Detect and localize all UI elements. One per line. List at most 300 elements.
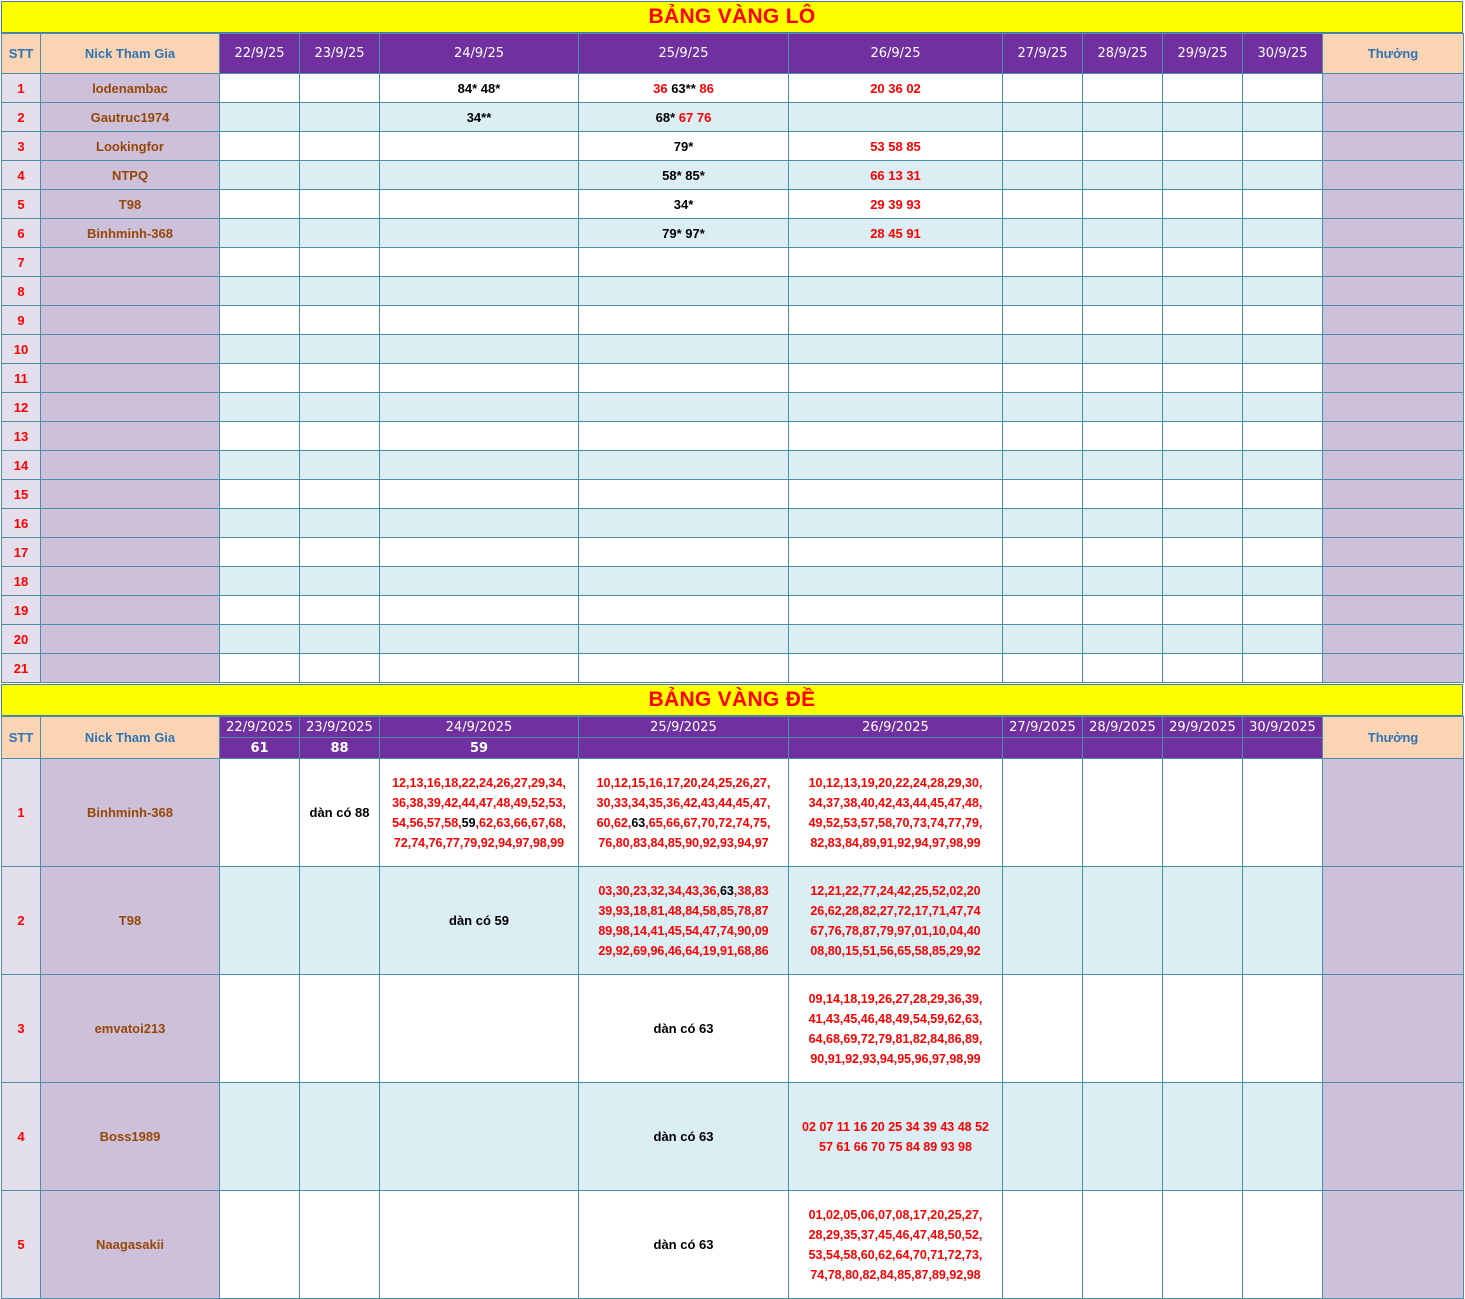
de-cell-28 [1083,867,1163,975]
lo-cell-23 [300,161,380,190]
reward-cell [1323,480,1464,509]
reward-cell [1323,306,1464,335]
de-cell-22 [220,867,300,975]
lo-cell-28 [1083,451,1163,480]
de-cell-26: 12,21,22,77,24,42,25,52,02,20 26,62,28,82,27,72,17,71,47,74 67,76,78,87,79,97,01,10,04,40 08,80,15,51,56,65,58,85,29,92 [789,867,1003,975]
lo-cell-26 [789,364,1003,393]
lo-cell-23 [300,219,380,248]
row-number: 15 [2,480,41,509]
lo-cell-27 [1003,596,1083,625]
reward-cell [1323,654,1464,683]
de-result [1083,738,1163,759]
lo-cell-29 [1163,364,1243,393]
de-cell-30 [1243,867,1323,975]
lo-cell-28 [1083,422,1163,451]
lo-cell-24 [380,277,579,306]
de-cell-23 [300,1191,380,1299]
lo-table-row [2,161,1464,190]
lo-cell-27 [1003,190,1083,219]
nick-name: Boss1989 [41,1083,220,1191]
de-number-list: ,38,83 39,93,18,81,48,84,58,85,78,87 89,98,14,41,45,54,47,74,90,09 29,92,69,96,46,64,19,91,68,86 [598,883,769,958]
lo-table-row [2,451,1464,480]
nick-name: Lookingfor [41,132,220,161]
lo-cell-24 [380,306,579,335]
lo-cell-27 [1003,422,1083,451]
lo-cell-26 [789,480,1003,509]
lo-cell-23 [300,451,380,480]
de-result: 61 [220,738,300,759]
row-number: 5 [2,1191,41,1299]
lo-cell-22 [220,277,300,306]
lo-cell-22 [220,596,300,625]
lo-cell-26 [789,306,1003,335]
lo-cell-26 [789,451,1003,480]
lo-cell-25 [579,451,789,480]
lo-cell-29 [1163,422,1243,451]
de-cell-30 [1243,759,1323,867]
lo-cell-26 [789,538,1003,567]
lo-cell-28 [1083,306,1163,335]
lo-cell-29 [1163,74,1243,103]
lo-cell-27 [1003,277,1083,306]
de-cell-30 [1243,1083,1323,1191]
lo-table-row [2,248,1464,277]
lo-cell-22 [220,132,300,161]
lo-cell-26 [789,509,1003,538]
reward-cell [1323,1083,1464,1191]
lo-cell-22 [220,190,300,219]
de-cell-29 [1163,759,1243,867]
lo-table-row [2,422,1464,451]
lo-cell-24 [380,190,579,219]
lo-cell-26: 29 39 93 [789,190,1003,219]
reward-cell [1323,567,1464,596]
lo-cell-22 [220,422,300,451]
lo-cell-26: 66 13 31 [789,161,1003,190]
row-number: 20 [2,625,41,654]
lo-table-row [2,335,1464,364]
lo-cell-26 [789,335,1003,364]
nick-name: Naagasakii [41,1191,220,1299]
de-header-date: 24/9/2025 [380,717,579,738]
lo-cell-28 [1083,538,1163,567]
lo-cell-22 [220,509,300,538]
lo-pick-number: 58* 85* [662,167,705,183]
lo-cell-22 [220,451,300,480]
lo-hit-number: 86 [699,80,714,96]
lo-cell-27 [1003,567,1083,596]
row-number: 2 [2,103,41,132]
lo-cell-28 [1083,190,1163,219]
lo-cell-28 [1083,277,1163,306]
nick-name [41,248,220,277]
lo-table-row [2,625,1464,654]
de-cell-27 [1003,1191,1083,1299]
lo-cell-30 [1243,393,1323,422]
row-number: 17 [2,538,41,567]
lo-cell-24 [380,654,579,683]
row-number: 10 [2,335,41,364]
lo-cell-25 [579,335,789,364]
lo-table-row [2,538,1464,567]
reward-cell [1323,975,1464,1083]
lo-cell-23 [300,625,380,654]
de-result: 59 [380,738,579,759]
reward-cell [1323,596,1464,625]
nick-name [41,509,220,538]
lo-header-date: 22/9/25 [220,34,300,74]
lo-table-row [2,364,1464,393]
lo-header-date: 30/9/25 [1243,34,1323,74]
lo-cell-28 [1083,364,1163,393]
lo-cell-22 [220,161,300,190]
de-cell-24 [380,759,579,867]
lo-table-row [2,596,1464,625]
lo-cell-26: 53 58 85 [789,132,1003,161]
lo-cell-27 [1003,161,1083,190]
lo-cell-27 [1003,364,1083,393]
lo-cell-27 [1003,248,1083,277]
lo-cell-30 [1243,364,1323,393]
de-result [579,738,789,759]
reward-cell [1323,248,1464,277]
lo-cell-28 [1083,480,1163,509]
lo-table-row [2,393,1464,422]
lo-table-row [2,654,1464,683]
lo-cell-27 [1003,625,1083,654]
lo-cell-29 [1163,132,1243,161]
lo-cell-23 [300,567,380,596]
row-number: 21 [2,654,41,683]
lo-cell-23 [300,364,380,393]
reward-cell [1323,103,1464,132]
lo-cell-29 [1163,509,1243,538]
lo-cell-25 [579,364,789,393]
lo-cell-22 [220,335,300,364]
lo-header-date: 26/9/25 [789,34,1003,74]
lo-cell-23 [300,248,380,277]
lo-pick-number: 68* [655,109,676,125]
nick-name: T98 [41,867,220,975]
lo-cell-30 [1243,654,1323,683]
lo-hit-number: 36 [653,80,668,96]
lo-cell-27 [1003,306,1083,335]
lo-cell-29 [1163,103,1243,132]
de-cell-24 [380,1191,579,1299]
reward-cell [1323,867,1464,975]
de-cell-28 [1083,975,1163,1083]
de-cell-22 [220,975,300,1083]
de-header-date: 25/9/2025 [579,717,789,738]
lo-cell-23 [300,190,380,219]
lo-cell-30 [1243,74,1323,103]
reward-cell [1323,393,1464,422]
lo-table-row [2,190,1464,219]
lo-cell-26 [789,277,1003,306]
lo-table-row [2,132,1464,161]
de-cell-26: 10,12,13,19,20,22,24,28,29,30, 34,37,38,40,42,43,44,45,47,48, 49,52,53,57,58,70,73,74,77,79, 82,83,84,89,91,92,94,97,98,99 [789,759,1003,867]
lo-cell-30 [1243,277,1323,306]
de-cell-29 [1163,975,1243,1083]
lo-cell-25 [579,132,789,161]
lo-cell-22 [220,480,300,509]
lo-cell-26 [789,422,1003,451]
lo-cell-25 [579,654,789,683]
reward-cell [1323,74,1464,103]
de-cell-25 [579,867,789,975]
lo-cell-25 [579,567,789,596]
row-number: 4 [2,1083,41,1191]
reward-cell [1323,161,1464,190]
lo-cell-28 [1083,393,1163,422]
nick-name: NTPQ [41,161,220,190]
lo-cell-22 [220,393,300,422]
de-header-date: 22/9/2025 [220,717,300,738]
lo-cell-24 [380,161,579,190]
de-cell-27 [1003,759,1083,867]
lo-cell-27 [1003,132,1083,161]
de-cell-30 [1243,975,1323,1083]
de-header-date: 27/9/2025 [1003,717,1083,738]
lo-cell-25 [579,248,789,277]
lo-cell-24 [380,393,579,422]
de-table-row [2,975,1464,1083]
lo-pick-number: 79* [673,138,694,154]
lo-table-row [2,219,1464,248]
lo-table [1,33,1464,683]
lo-cell-27 [1003,335,1083,364]
de-cell-23 [300,1083,380,1191]
reward-cell [1323,190,1464,219]
lo-cell-23 [300,103,380,132]
lo-cell-24 [380,364,579,393]
lo-table-row [2,74,1464,103]
row-number: 3 [2,132,41,161]
lo-cell-30 [1243,422,1323,451]
de-header-date: 23/9/2025 [300,717,380,738]
lo-cell-25 [579,538,789,567]
lo-cell-25 [579,393,789,422]
nick-name [41,277,220,306]
de-header-stt: STT [2,717,41,759]
row-number: 8 [2,277,41,306]
row-number: 16 [2,509,41,538]
lo-cell-25 [579,480,789,509]
lo-cell-24 [380,219,579,248]
lo-cell-26: 28 45 91 [789,219,1003,248]
lo-cell-30 [1243,625,1323,654]
de-cell-25 [579,759,789,867]
lo-cell-22 [220,306,300,335]
de-cell-27 [1003,867,1083,975]
de-cell-27 [1003,1083,1083,1191]
row-number: 1 [2,74,41,103]
lo-cell-28 [1083,567,1163,596]
lo-cell-25 [579,103,789,132]
lo-cell-30 [1243,103,1323,132]
lo-header-row [2,34,1464,74]
de-cell-22 [220,759,300,867]
lo-cell-29 [1163,538,1243,567]
lo-pick-number: 63** [671,80,696,96]
de-cell-26: 01,02,05,06,07,08,17,20,25,27, 28,29,35,37,45,46,47,48,50,52, 53,54,58,60,62,64,70,71,72,73, 74,78,80,82,84,85,87,89,92,98 [789,1191,1003,1299]
lo-cell-29 [1163,277,1243,306]
lo-cell-25 [579,74,789,103]
de-title: BẢNG VÀNG ĐỀ [1,684,1463,716]
row-number: 9 [2,306,41,335]
de-cell-24 [380,1083,579,1191]
reward-cell [1323,509,1464,538]
lo-cell-30 [1243,335,1323,364]
lo-cell-26 [789,596,1003,625]
row-number: 1 [2,759,41,867]
lo-cell-29 [1163,393,1243,422]
lo-cell-28 [1083,161,1163,190]
de-result [1003,738,1083,759]
lo-cell-22 [220,74,300,103]
reward-cell [1323,335,1464,364]
lo-cell-28 [1083,103,1163,132]
lo-cell-27 [1003,219,1083,248]
lo-cell-26 [789,393,1003,422]
de-number-list: ,62,63,66,67,68, 72,74,76,77,79,92,94,97,98,99 [393,815,566,850]
lo-cell-24 [380,538,579,567]
lo-cell-24 [380,335,579,364]
reward-cell [1323,422,1464,451]
lo-table-row [2,277,1464,306]
de-result [789,738,1003,759]
lo-header-date: 27/9/25 [1003,34,1083,74]
lo-cell-27 [1003,509,1083,538]
de-table-row [2,1191,1464,1299]
lo-cell-24 [380,480,579,509]
reward-cell [1323,219,1464,248]
lo-cell-29 [1163,306,1243,335]
de-cell-24: dàn có 59 [380,867,579,975]
lo-cell-26 [789,103,1003,132]
nick-name [41,625,220,654]
reward-cell [1323,132,1464,161]
de-number-list: 10,12,15,16,17,20,24,25,26,27, 30,33,34,35,36,42,43,44,45,47, 60,62, [596,775,771,830]
lo-cell-25 [579,219,789,248]
row-number: 11 [2,364,41,393]
row-number: 6 [2,219,41,248]
lo-cell-30 [1243,248,1323,277]
reward-cell [1323,538,1464,567]
reward-cell [1323,451,1464,480]
row-number: 13 [2,422,41,451]
lo-table-row [2,103,1464,132]
row-number: 2 [2,867,41,975]
lo-cell-22 [220,364,300,393]
de-cell-27 [1003,975,1083,1083]
de-result [1163,738,1243,759]
nick-name [41,567,220,596]
lo-title: BẢNG VÀNG LÔ [1,1,1463,33]
de-cell-25: dàn có 63 [579,1191,789,1299]
de-hit-number: 63 [719,883,734,898]
nick-name: emvatoi213 [41,975,220,1083]
lo-cell-23 [300,538,380,567]
de-hit-number: 63 [631,815,646,830]
lo-cell-23 [300,132,380,161]
lo-pick-number: 34* [673,196,694,212]
lo-cell-28 [1083,248,1163,277]
de-cell-22 [220,1083,300,1191]
row-number: 19 [2,596,41,625]
nick-name [41,480,220,509]
de-result: 88 [300,738,380,759]
lo-header-date: 29/9/25 [1163,34,1243,74]
lo-header-reward: Thưởng [1323,34,1464,74]
lo-header-date: 25/9/25 [579,34,789,74]
lo-cell-26 [789,654,1003,683]
lo-cell-29 [1163,248,1243,277]
nick-name [41,422,220,451]
lo-cell-24: 84* 48* [380,74,579,103]
lo-cell-24 [380,132,579,161]
de-cell-28 [1083,1191,1163,1299]
row-number: 4 [2,161,41,190]
lo-cell-29 [1163,219,1243,248]
de-result-row [2,738,1464,759]
lo-cell-25 [579,277,789,306]
nick-name [41,596,220,625]
reward-cell [1323,277,1464,306]
lo-cell-27 [1003,393,1083,422]
row-number: 7 [2,248,41,277]
de-table-row [2,1083,1464,1191]
de-cell-23 [300,975,380,1083]
lo-table-row [2,567,1464,596]
lo-cell-23 [300,422,380,451]
lo-cell-28 [1083,654,1163,683]
lo-cell-30 [1243,480,1323,509]
lo-cell-30 [1243,509,1323,538]
lo-header-date: 23/9/25 [300,34,380,74]
lo-header-nick: Nick Tham Gia [41,34,220,74]
de-header-reward: Thưởng [1323,717,1464,759]
lo-cell-26 [789,625,1003,654]
lo-cell-27 [1003,74,1083,103]
row-number: 3 [2,975,41,1083]
lo-cell-27 [1003,654,1083,683]
lo-cell-28 [1083,219,1163,248]
lo-cell-29 [1163,596,1243,625]
lo-cell-23 [300,306,380,335]
nick-name [41,393,220,422]
lo-cell-28 [1083,509,1163,538]
nick-name [41,451,220,480]
lo-cell-29 [1163,625,1243,654]
de-hit-number: 59 [461,815,476,830]
lo-cell-23 [300,74,380,103]
nick-name: lodenambac [41,74,220,103]
lo-cell-25 [579,161,789,190]
lo-cell-23 [300,480,380,509]
lo-cell-28 [1083,625,1163,654]
lo-cell-30 [1243,190,1323,219]
de-cell-30 [1243,1191,1323,1299]
lo-cell-29 [1163,480,1243,509]
lo-cell-25 [579,422,789,451]
lo-cell-29 [1163,567,1243,596]
lo-cell-28 [1083,74,1163,103]
lo-table-row [2,509,1464,538]
reward-cell [1323,759,1464,867]
nick-name: Gautruc1974 [41,103,220,132]
lo-cell-30 [1243,451,1323,480]
